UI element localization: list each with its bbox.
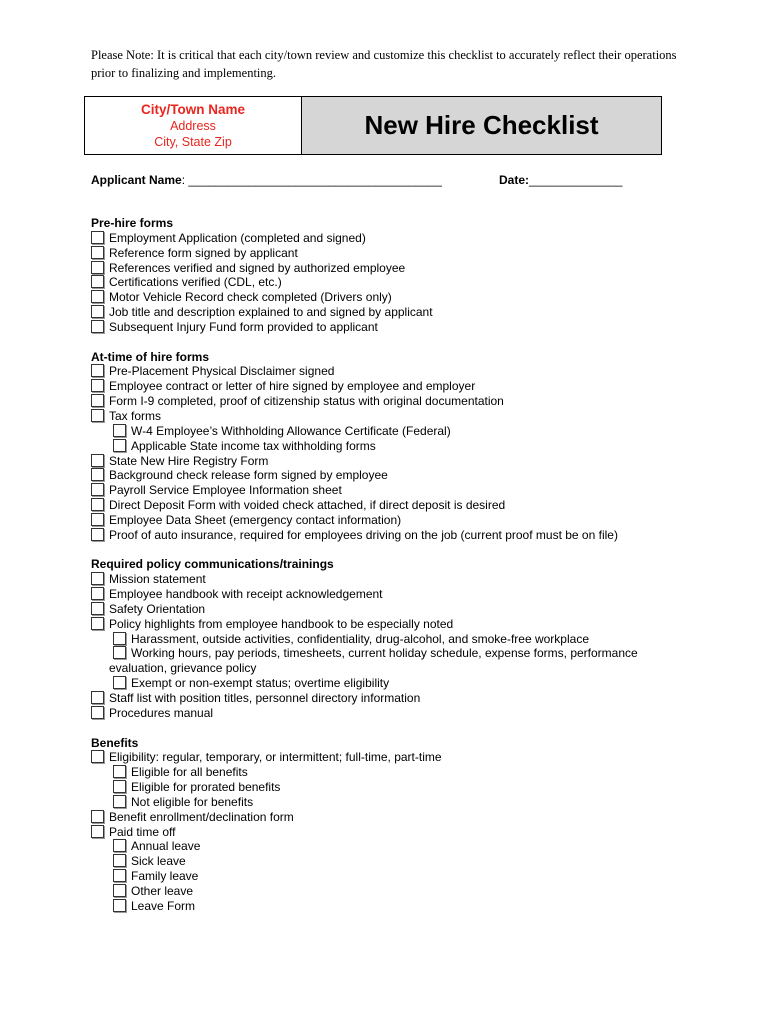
- checklist-item-label: W-4 Employee’s Withholding Allowance Certificate (Federal): [131, 423, 451, 438]
- checklist-item-label: Motor Vehicle Record check completed (Drivers only): [109, 290, 392, 305]
- checklist-item-label: Eligibility: regular, temporary, or intermittent; full-time, part-time: [109, 750, 442, 765]
- checklist-item: [91, 825, 671, 840]
- checklist-item-label: Working hours, pay periods, timesheets, current holiday schedule, expense forms, performance: [131, 646, 638, 661]
- checklist-item: [91, 750, 671, 765]
- checklist-item: [91, 587, 671, 602]
- checklist-sections: [91, 216, 671, 929]
- checkbox[interactable]: [113, 839, 126, 852]
- checkbox[interactable]: [113, 646, 126, 659]
- checklist-item-label: Payroll Service Employee Information sheet: [109, 483, 342, 498]
- checklist-item: [91, 498, 671, 513]
- checklist-item-label: Sick leave: [131, 854, 186, 869]
- section-title: At-time of hire forms: [91, 349, 210, 364]
- checkbox[interactable]: [91, 587, 104, 600]
- organization-block: [85, 97, 302, 154]
- checklist-item: [91, 810, 671, 825]
- checklist-subitem: [91, 899, 671, 914]
- checklist-item: [91, 231, 671, 246]
- checklist-section: [91, 216, 671, 335]
- checkbox[interactable]: [91, 825, 104, 838]
- checklist-item-label: Procedures manual: [109, 705, 214, 720]
- applicant-name-field[interactable]: : ______________________________________: [181, 173, 442, 187]
- checkbox[interactable]: [91, 468, 104, 481]
- document-title: New Hire Checklist: [302, 97, 661, 154]
- checkbox[interactable]: [91, 246, 104, 259]
- checklist-item-label: Background check release form signed by employee: [109, 468, 388, 483]
- checklist-item-label: Pre-Placement Physical Disclaimer signed: [109, 364, 335, 379]
- checkbox[interactable]: [113, 884, 126, 897]
- checkbox[interactable]: [91, 320, 104, 333]
- checkbox[interactable]: [113, 795, 126, 808]
- checklist-item: [91, 394, 671, 409]
- checklist-subitem: [91, 439, 671, 454]
- checklist-item: [91, 275, 671, 290]
- checklist-item: [91, 602, 671, 617]
- checkbox[interactable]: [91, 617, 104, 630]
- checklist-item: [91, 572, 671, 587]
- checklist-item: [91, 468, 671, 483]
- checkbox[interactable]: [91, 290, 104, 303]
- checkbox[interactable]: [113, 424, 126, 437]
- checkbox[interactable]: [91, 379, 104, 392]
- date-group: [499, 172, 622, 188]
- checklist-item-label: Reference form signed by applicant: [109, 245, 298, 260]
- checklist-subitem: [91, 839, 671, 854]
- section-title: Benefits: [91, 735, 139, 750]
- checklist-item-label: References verified and signed by authorized employee: [109, 260, 406, 275]
- section-title: Required policy communications/trainings: [91, 557, 334, 572]
- checkbox[interactable]: [91, 231, 104, 244]
- checklist-item-label: Other leave: [131, 883, 194, 898]
- checklist-subitem: [91, 795, 671, 810]
- checklist-item-label: Paid time off: [109, 824, 176, 839]
- checklist-section: [91, 736, 671, 914]
- checklist-item-label: Policy highlights from employee handbook to be especially noted: [109, 616, 454, 631]
- checkbox[interactable]: [91, 528, 104, 541]
- checklist-item-label: Not eligible for benefits: [131, 794, 254, 809]
- checklist-item: [91, 320, 671, 335]
- checklist-subitem: [91, 424, 671, 439]
- checklist-item: [91, 617, 671, 632]
- checklist-subitem: [91, 869, 671, 884]
- checkbox[interactable]: [113, 676, 126, 689]
- checklist-item-label: Direct Deposit Form with voided check attached, if direct deposit is desired: [109, 498, 506, 513]
- checklist-subitem: [91, 854, 671, 869]
- checklist-subitem: [91, 676, 671, 691]
- checklist-item-label: Eligible for all benefits: [131, 765, 248, 780]
- city-town-name: City/Town Name: [140, 102, 245, 117]
- checkbox[interactable]: [91, 602, 104, 615]
- checkbox[interactable]: [113, 854, 126, 867]
- checklist-subitem: [91, 780, 671, 795]
- checklist-item-label: Leave Form: [131, 898, 196, 913]
- checklist-item-label: Benefit enrollment/declination form: [109, 809, 294, 824]
- checkbox[interactable]: [113, 765, 126, 778]
- date-field[interactable]: ______________: [529, 173, 623, 187]
- checklist-item: [91, 454, 671, 469]
- checklist-item: [91, 379, 671, 394]
- checklist-subitem: [91, 646, 671, 676]
- checklist-item-label: Exempt or non-exempt status; overtime eligibility: [131, 676, 390, 691]
- checkbox[interactable]: [91, 498, 104, 511]
- applicant-name-label: Applicant Name: [91, 173, 182, 187]
- checklist-item-label: Safety Orientation: [109, 601, 206, 616]
- checklist-item-label: Eligible for prorated benefits: [131, 780, 281, 795]
- checklist-item: [91, 691, 671, 706]
- checklist-item: [91, 528, 671, 543]
- checkbox[interactable]: [91, 394, 104, 407]
- checklist-section: [91, 350, 671, 543]
- checkbox[interactable]: [113, 899, 126, 912]
- checklist-item-label: Staff list with position titles, personnel directory information: [109, 691, 421, 705]
- checklist-subitem: [91, 632, 671, 647]
- city-state-zip: City, State Zip: [154, 135, 232, 149]
- checkbox[interactable]: [91, 572, 104, 585]
- section-title: Pre-hire forms: [91, 216, 174, 230]
- checklist-item: [91, 409, 671, 424]
- checklist-item-label: Annual leave: [131, 839, 201, 854]
- checkbox[interactable]: [113, 439, 126, 452]
- checkbox[interactable]: [91, 513, 104, 526]
- checkbox[interactable]: [91, 364, 104, 377]
- checklist-item: [91, 290, 671, 305]
- checkbox[interactable]: [113, 780, 126, 793]
- checklist-item-label: Proof of auto insurance, required for employees driving on the job (current proof must be on file): [109, 527, 618, 542]
- checkbox[interactable]: [91, 409, 104, 422]
- checklist-item-label: Form I-9 completed, proof of citizenship status with original documentation: [109, 394, 504, 409]
- checkbox[interactable]: [113, 632, 126, 645]
- date-label: Date:: [499, 173, 530, 187]
- checklist-item-label: Employee Data Sheet (emergency contact information): [109, 512, 402, 527]
- checklist-subitem: [91, 884, 671, 899]
- checklist-item: [91, 246, 671, 261]
- checkbox[interactable]: [91, 691, 104, 704]
- checklist-item-label: Job title and description explained to and signed by applicant: [109, 305, 433, 320]
- checklist-item: [91, 706, 671, 721]
- checkbox[interactable]: [91, 706, 104, 719]
- checklist-item: [91, 513, 671, 528]
- checklist-item-label-continued: evaluation, grievance policy: [109, 661, 257, 676]
- checkbox[interactable]: [91, 275, 104, 288]
- checkbox[interactable]: [91, 750, 104, 763]
- checklist-item-label: Applicable State income tax withholding forms: [131, 438, 376, 453]
- header-table: [84, 96, 662, 155]
- checkbox[interactable]: [91, 261, 104, 274]
- checklist-item-label: Subsequent Injury Fund form provided to applicant: [109, 319, 378, 334]
- checklist-item-label: Certifications verified (CDL, etc.): [109, 275, 282, 290]
- checklist-subitem: [91, 765, 671, 780]
- checklist-item: [91, 261, 671, 276]
- checklist-item: [91, 483, 671, 498]
- checklist-item-label: Family leave: [131, 869, 199, 884]
- checkbox[interactable]: [91, 810, 104, 823]
- checklist-item: [91, 364, 671, 379]
- disclaimer-note: Please Note: It is critical that each city/town review and customize this checklist to accurately reflect their operations prior to finalizing and implementing.: [91, 48, 677, 80]
- checkbox[interactable]: [113, 869, 126, 882]
- checklist-item: [91, 305, 671, 320]
- checklist-item-label: Employee contract or letter of hire signed by employee and employer: [109, 379, 476, 394]
- checkbox[interactable]: [91, 483, 104, 496]
- checklist-item-label: Tax forms: [109, 408, 162, 423]
- checkbox[interactable]: [91, 305, 104, 318]
- checklist-section: [91, 557, 671, 720]
- applicant-row: [91, 172, 651, 188]
- checklist-item-label: Employment Application (completed and signed): [109, 230, 366, 245]
- address-line: Address: [170, 119, 216, 133]
- checklist-item-label: Employee handbook with receipt acknowledgement: [109, 587, 383, 602]
- checklist-item-label: Mission statement: [109, 572, 206, 587]
- checklist-item-label: Harassment, outside activities, confidentiality, drug-alcohol, and smoke-free workplace: [131, 631, 589, 646]
- checkbox[interactable]: [91, 454, 104, 467]
- checklist-item-label: State New Hire Registry Form: [109, 453, 269, 468]
